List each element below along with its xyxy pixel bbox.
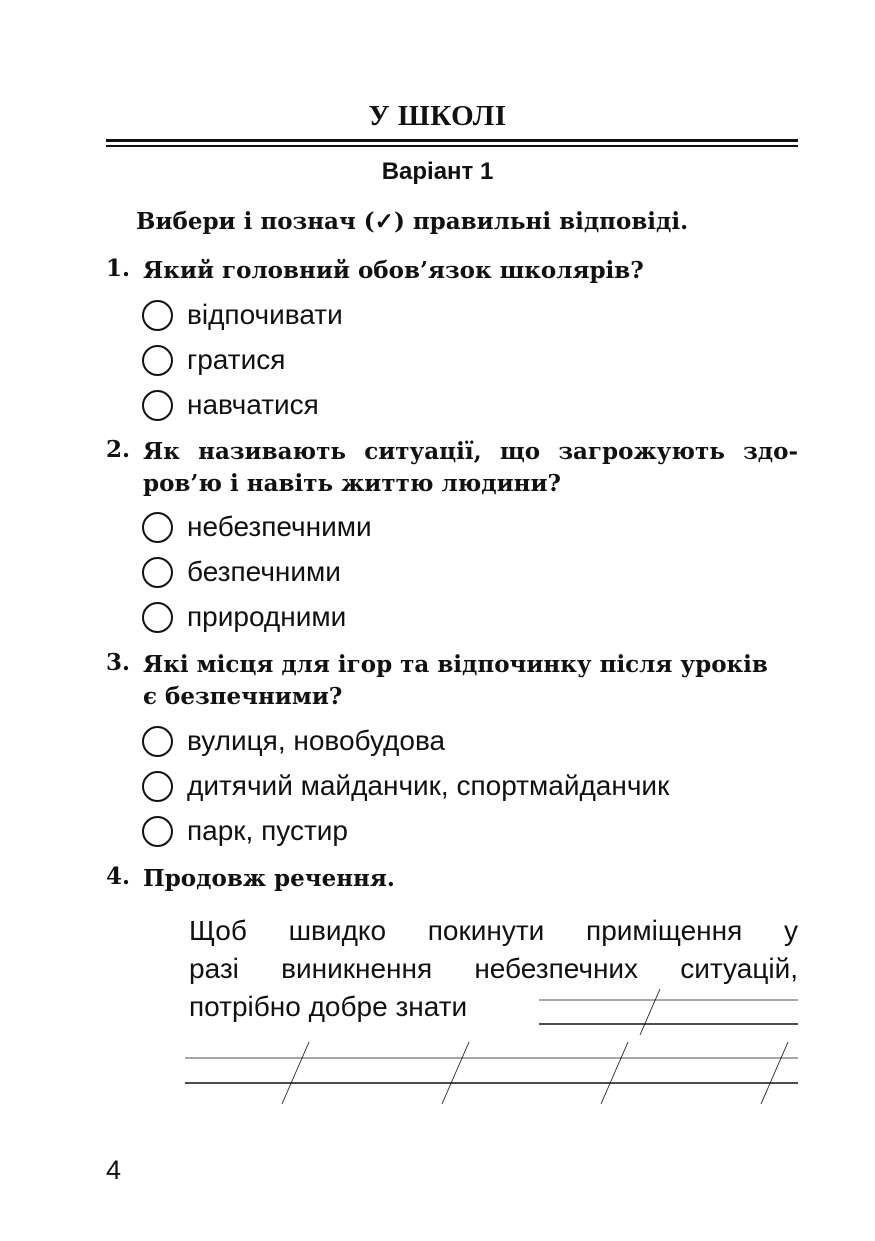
option-label: відпочивати — [187, 299, 343, 330]
question-4-text: Продовж речення. — [143, 865, 395, 892]
page-number: 4 — [106, 1155, 122, 1185]
option-label: парк, пустир — [187, 815, 348, 846]
option-label: вулиця, новобудова — [187, 725, 446, 756]
option-label: гратися — [187, 344, 286, 375]
question-4-number: 4. — [106, 863, 131, 890]
question-3-line-1: Які місця для ігор та відпочинку після уроків — [143, 651, 768, 678]
option-label: небезпечними — [187, 511, 372, 542]
sentence-line-2: разі виникнення небезпечних ситуацій, — [189, 953, 798, 984]
question-2-line-2: ров’ю і навіть життю людини? — [143, 470, 562, 497]
slant-guide — [761, 1042, 788, 1104]
question-1-text: Який головний обов’язок школярів? — [143, 257, 644, 284]
question-2-number: 2. — [106, 436, 131, 463]
question-3-line-2: є безпечними? — [143, 683, 343, 710]
question-1-number: 1. — [106, 255, 131, 282]
page-title: У ШКОЛІ — [368, 100, 507, 132]
slant-guide — [282, 1042, 309, 1104]
slant-guide — [442, 1042, 469, 1104]
sentence-line-1: Щоб швидко покинути приміщення у — [189, 915, 798, 946]
variant-heading: Варіант 1 — [381, 158, 494, 185]
instruction: Вибери і познач (✓) правильні відповіді. — [136, 208, 689, 235]
option-label: дитячий майданчик, спортмайданчик — [187, 770, 670, 801]
question-3-number: 3. — [106, 649, 131, 676]
sentence-line-3: потрібно добре знати — [189, 991, 468, 1022]
question-2-line-1: Як називають ситуації, що загрожують здо- — [143, 438, 798, 465]
slant-guide — [601, 1042, 628, 1104]
option-label: природними — [187, 601, 347, 632]
option-label: навчатися — [187, 389, 319, 420]
option-label: безпечними — [187, 556, 341, 587]
slant-guide — [640, 989, 660, 1035]
